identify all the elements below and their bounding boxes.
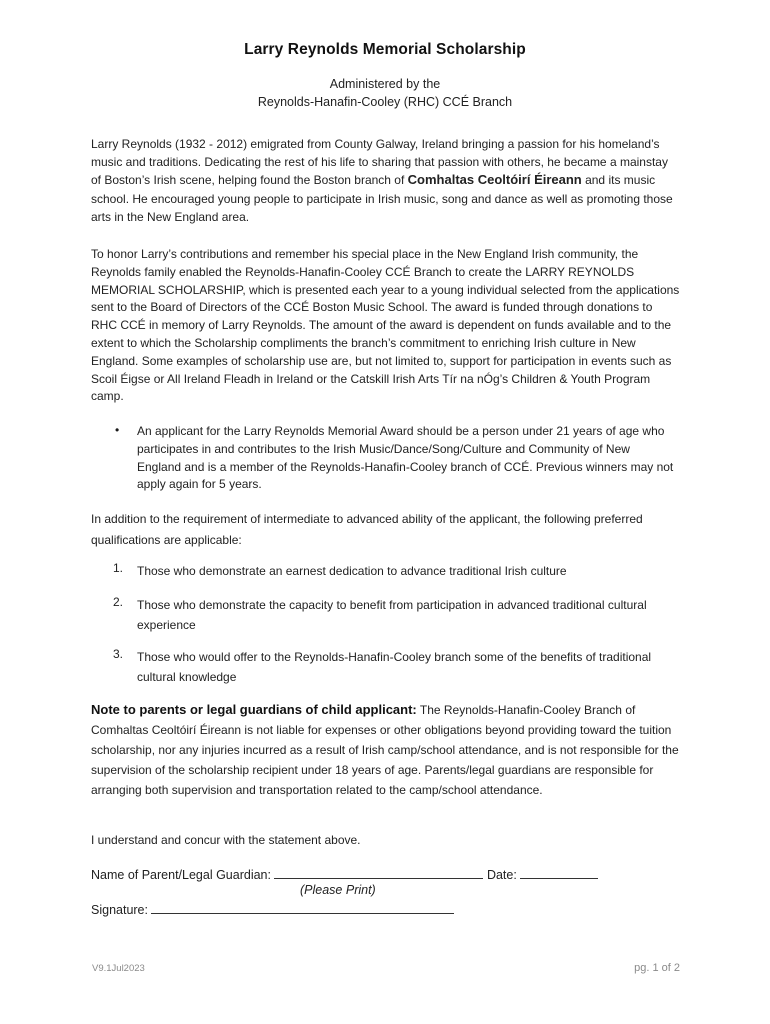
administered-line-2: Reynolds-Hanafin-Cooley (RHC) CCÉ Branch (257, 95, 513, 109)
page-number: pg. 1 of 2 (634, 962, 680, 974)
qualification-item: Those who demonstrate an earnest dedication to advance traditional Irish culture (137, 564, 567, 578)
intro-text-start: Larry Reynolds (1932 - 2012) emigrated from County Galway, Ireland bringing a passion for his homeland’s music and traditions. Dedicating the rest of his life to sharing that passion with others, he became a mainstay of Boston’s Irish scene, helping found the Boston branch of (91, 137, 668, 188)
date-field[interactable] (520, 866, 598, 879)
administered-line-1: Administered by the (329, 77, 441, 91)
print-hint: (Please Print) (300, 883, 376, 897)
guardian-name-label: Name of Parent/Legal Guardian: (91, 868, 271, 882)
requirements-intro: In addition to the requirement of intermediate to advanced ability of the applicant, the following preferred qualifications are applicable: (91, 512, 643, 547)
qualification-number: 3. (113, 647, 124, 661)
guardian-note (91, 700, 681, 800)
concur-statement: I understand and concur with the statement above. (91, 833, 361, 847)
signature-label: Signature: (91, 903, 148, 917)
intro-paragraph (91, 135, 681, 226)
signature-row (91, 901, 454, 917)
qualification-number: 1. (113, 561, 124, 575)
date-label: Date: (486, 868, 517, 882)
version-label: V9.1Jul2023 (92, 963, 145, 974)
eligibility-bullet: An applicant for the Larry Reynolds Memorial Award should be a person under 21 years of age who participates in and contributes to the Irish Music/Dance/Song/Culture and Community of New England and is a member of the Reynolds-Hanafin-Cooley branch of CCÉ. Previous winners may not apply again for 5 years. (137, 424, 674, 492)
intro-text-end: and its music school. He encouraged young people to participate in Irish music, song and dance as well as promoting those arts in the New England area. (91, 173, 673, 224)
note-body: The Reynolds-Hanafin-Cooley Branch of Comhaltas Ceoltóirí Éireann is not liable for expenses or other obligations beyond providing toward the tuition scholarship, nor any injuries incurred as a result of Irish camp/school attendance, and is not responsible for the supervision of the scholarship recipient under 18 years of age. Parents/legal guardians are responsible for arranging both supervision and transportation related to the camp/school attendance. (91, 703, 679, 797)
qualification-item: Those who would offer to the Reynolds-Hanafin-Cooley branch some of the benefits of traditional cultural knowledge (137, 650, 652, 684)
guardian-name-row (91, 866, 598, 882)
document-title: Larry Reynolds Memorial Scholarship (244, 41, 526, 58)
honor-paragraph: To honor Larry’s contributions and remember his special place in the New England Irish community, the Reynolds family enabled the Reynolds-Hanafin-Cooley CCÉ Branch to create the LARRY REYNOLDS MEMORIAL SCHOLARSHIP, which is presented each year to a young individual selected from the applications sent to the Board of Directors of the CCÉ Boston Music School. The award is funded through donations to RHC CCÉ in memory of Larry Reynolds. The amount of the award is dependent on funds available and to the extent to which the Scholarship compliments the branch’s commitment to enriching Irish culture in New England. Some examples of scholarship use are, but not limited to, support for participation in events such as Scoil Éigse or All Ireland Fleadh in Ireland or the Catskill Irish Arts Tír na nÓg’s Children & Youth Program camp. (91, 247, 680, 404)
guardian-name-field[interactable] (274, 866, 483, 879)
qualification-item: Those who demonstrate the capacity to benefit from participation in advanced traditional cultural experience (137, 598, 647, 632)
note-heading: Note to parents or legal guardians of child applicant: (91, 702, 417, 717)
signature-field[interactable] (151, 901, 454, 914)
administered-by (0, 75, 770, 111)
intro-org-name: Comhaltas Ceoltóirí Éireann (407, 172, 582, 188)
bullet-icon: • (115, 423, 120, 437)
qualification-number: 2. (113, 595, 124, 609)
